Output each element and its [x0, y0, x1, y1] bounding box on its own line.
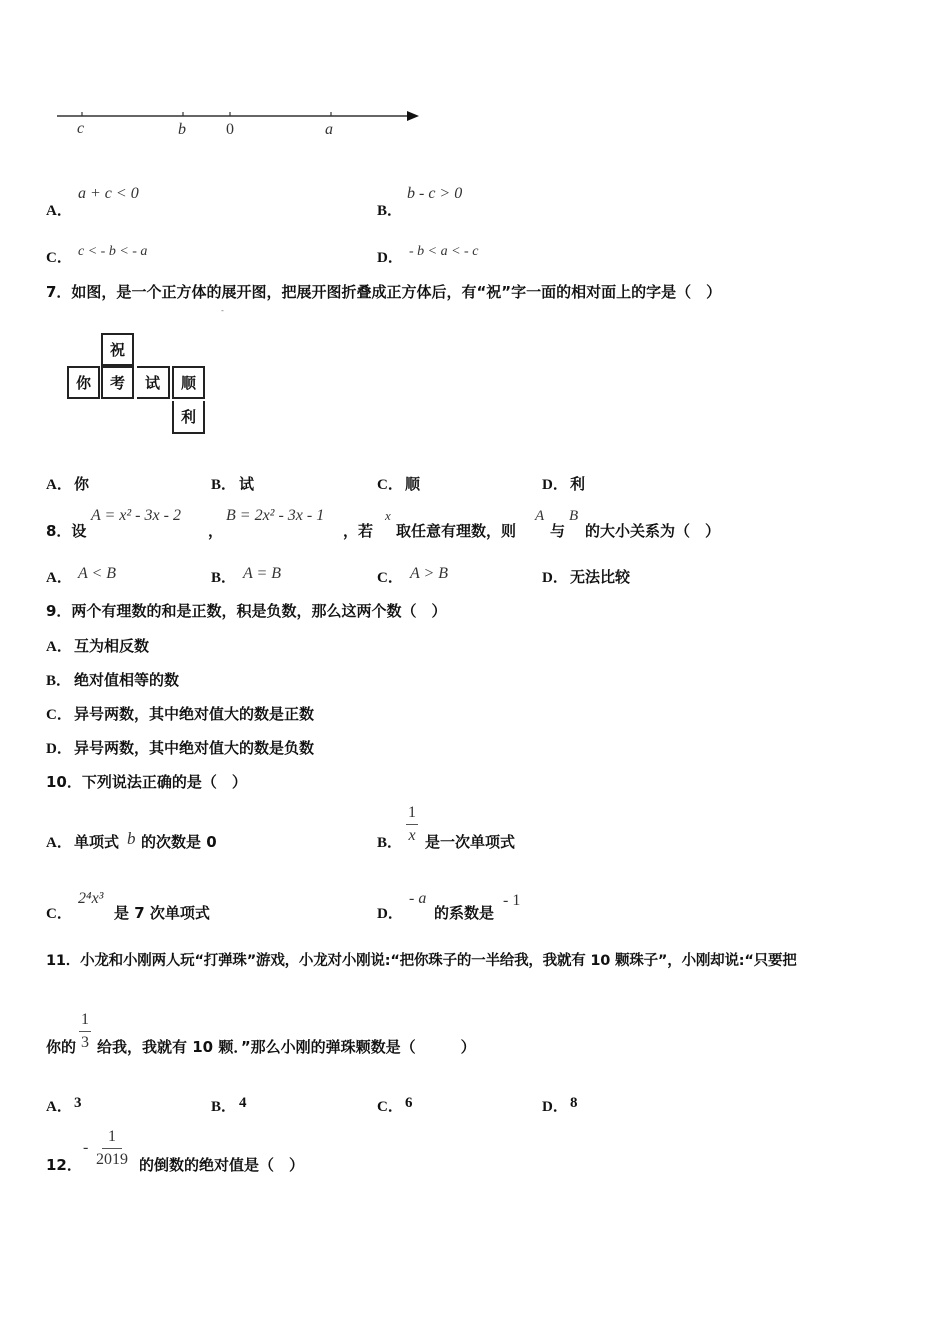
q11-line2-pre: 你的	[46, 1038, 77, 1056]
cube-face-2: 考	[101, 366, 134, 399]
q8-mid2: 取任意有理数，则	[396, 522, 517, 540]
number-line-label-a: a	[325, 121, 333, 138]
q12-number: 12．	[46, 1156, 82, 1174]
number-line-label-c: c	[77, 120, 85, 137]
q11-option-d-text: 8	[570, 1095, 578, 1111]
fraction-numerator: 1	[79, 1011, 91, 1032]
q11-option-c-text: 6	[405, 1095, 413, 1111]
arrow-icon	[407, 111, 419, 121]
q11-option-a-text: 3	[74, 1095, 82, 1111]
q10-option-d-mid: 的系数是	[434, 904, 495, 922]
stray-mark: -	[221, 306, 224, 315]
q10-option-b-post: 是一次单项式	[425, 833, 516, 851]
fraction-numerator: 1	[406, 804, 418, 825]
q8-var-x: x	[385, 508, 391, 523]
q6-option-b-expr: b - c > 0	[407, 185, 463, 202]
fraction-denominator: 3	[81, 1033, 89, 1051]
q11-option-d-label: D．	[542, 1099, 568, 1115]
q8-option-b-expr: A = B	[243, 565, 282, 582]
q10-option-d-math: - a	[409, 890, 427, 907]
q9-option-b-label: B．	[46, 673, 72, 689]
q6-option-d-expr: - b < a < - c	[409, 244, 479, 259]
q6-option-d-label: D．	[377, 250, 403, 266]
q7-option-d-label: D．	[542, 477, 568, 493]
q10-option-a-post: 的次数是 0	[141, 833, 217, 851]
q9-option-c-label: C．	[46, 707, 72, 723]
q10-option-b-label: B．	[377, 835, 403, 851]
q7-option-a-label: A．	[46, 477, 72, 493]
q8-expr-a: A = x² - 3x - 2	[91, 507, 181, 524]
q7-text: 7．如图，是一个正方体的展开图，把展开图折叠成正方体后，有“祝”字一面的相对面上的字是（ ）	[46, 283, 722, 301]
q10-option-a-math: b	[127, 829, 136, 848]
number-line-label-b: b	[178, 121, 186, 138]
q6-option-c-expr: c < - b < - a	[78, 244, 148, 259]
q12-sign: -	[83, 1139, 89, 1156]
cube-face-bottom: 利	[172, 401, 205, 434]
q8-option-a-label: A．	[46, 570, 72, 586]
q8-option-d-label: D．	[542, 570, 568, 586]
q10-option-a-label: A．	[46, 835, 72, 851]
q10-option-d-math2: - 1	[503, 892, 521, 909]
number-line	[55, 105, 425, 150]
q12-text: 的倒数的绝对值是（ ）	[139, 1156, 305, 1174]
q7-option-b-text: 试	[239, 475, 255, 493]
q10-option-b-fraction	[406, 804, 418, 844]
q7-option-c-text: 顺	[405, 475, 421, 493]
q9-option-a-label: A．	[46, 639, 72, 655]
number-line-label-zero: 0	[226, 121, 234, 138]
cube-face-top: 祝	[101, 333, 134, 366]
q9-option-d-text: 异号两数，其中绝对值大的数是负数	[74, 739, 315, 757]
q6-option-a-expr: a + c < 0	[78, 185, 139, 202]
q7-option-c-label: C．	[377, 477, 403, 493]
q8-option-c-expr: A > B	[410, 565, 449, 582]
q10-option-d-label: D．	[377, 906, 403, 922]
q10-option-c-math: 2⁴x³	[78, 890, 104, 907]
q9-option-a-text: 互为相反数	[74, 637, 150, 655]
fraction-numerator: 1	[102, 1128, 122, 1149]
q6-option-c-label: C．	[46, 250, 72, 266]
q11-option-c-label: C．	[377, 1099, 403, 1115]
q9-text: 9．两个有理数的和是正数，积是负数，那么这两个数（ ）	[46, 602, 447, 620]
q8-suffix: 的大小关系为（ ）	[585, 522, 721, 540]
q9-option-d-label: D．	[46, 741, 72, 757]
q10-text: 10．下列说法正确的是（ ）	[46, 773, 247, 791]
cube-face-4: 顺	[172, 366, 205, 399]
q8-option-c-label: C．	[377, 570, 403, 586]
cube-face-3: 试	[137, 366, 170, 399]
q9-option-b-text: 绝对值相等的数	[74, 671, 180, 689]
q8-var-a: A	[535, 508, 545, 524]
q6-option-a-label: A．	[46, 203, 72, 219]
q7-option-a-text: 你	[74, 475, 90, 493]
fraction-denominator: x	[408, 826, 416, 844]
q8-mid1: ，若	[343, 522, 374, 540]
q7-option-b-label: B．	[211, 477, 237, 493]
q11-option-b-text: 4	[239, 1095, 247, 1111]
q8-sep: ，	[208, 522, 224, 540]
q8-option-a-expr: A < B	[78, 565, 117, 582]
q7-option-d-text: 利	[570, 475, 586, 493]
q8-var-b: B	[569, 508, 579, 524]
q8-mid3: 与	[550, 522, 566, 540]
q11-option-a-label: A．	[46, 1099, 72, 1115]
q11-option-b-label: B．	[211, 1099, 237, 1115]
q6-option-b-label: B．	[377, 203, 403, 219]
q8-option-b-label: B．	[211, 570, 237, 586]
q10-option-a-pre: 单项式	[74, 833, 120, 851]
q8-option-d-text: 无法比较	[570, 568, 631, 586]
q12-fraction	[94, 1128, 130, 1168]
q10-option-c-label: C．	[46, 906, 72, 922]
q8-prefix: 8．设	[46, 522, 87, 540]
cube-face-1: 你	[67, 366, 100, 399]
fraction-denominator: 2019	[96, 1150, 128, 1168]
q11-fraction	[79, 1011, 91, 1051]
q8-expr-b: B = 2x² - 3x - 1	[226, 507, 325, 524]
q9-option-c-text: 异号两数，其中绝对值大的数是正数	[74, 705, 315, 723]
q10-option-c-post: 是 7 次单项式	[114, 904, 210, 922]
q11-line2-post: 给我，我就有 10 颗．”那么小刚的弹珠颗数是（ ）	[97, 1038, 476, 1056]
q11-line1: 11．小龙和小刚两人玩“打弹珠”游戏，小龙对小刚说:“把你珠子的一半给我，我就有 10 颗珠子”，小刚却说:“只要把	[46, 953, 797, 969]
